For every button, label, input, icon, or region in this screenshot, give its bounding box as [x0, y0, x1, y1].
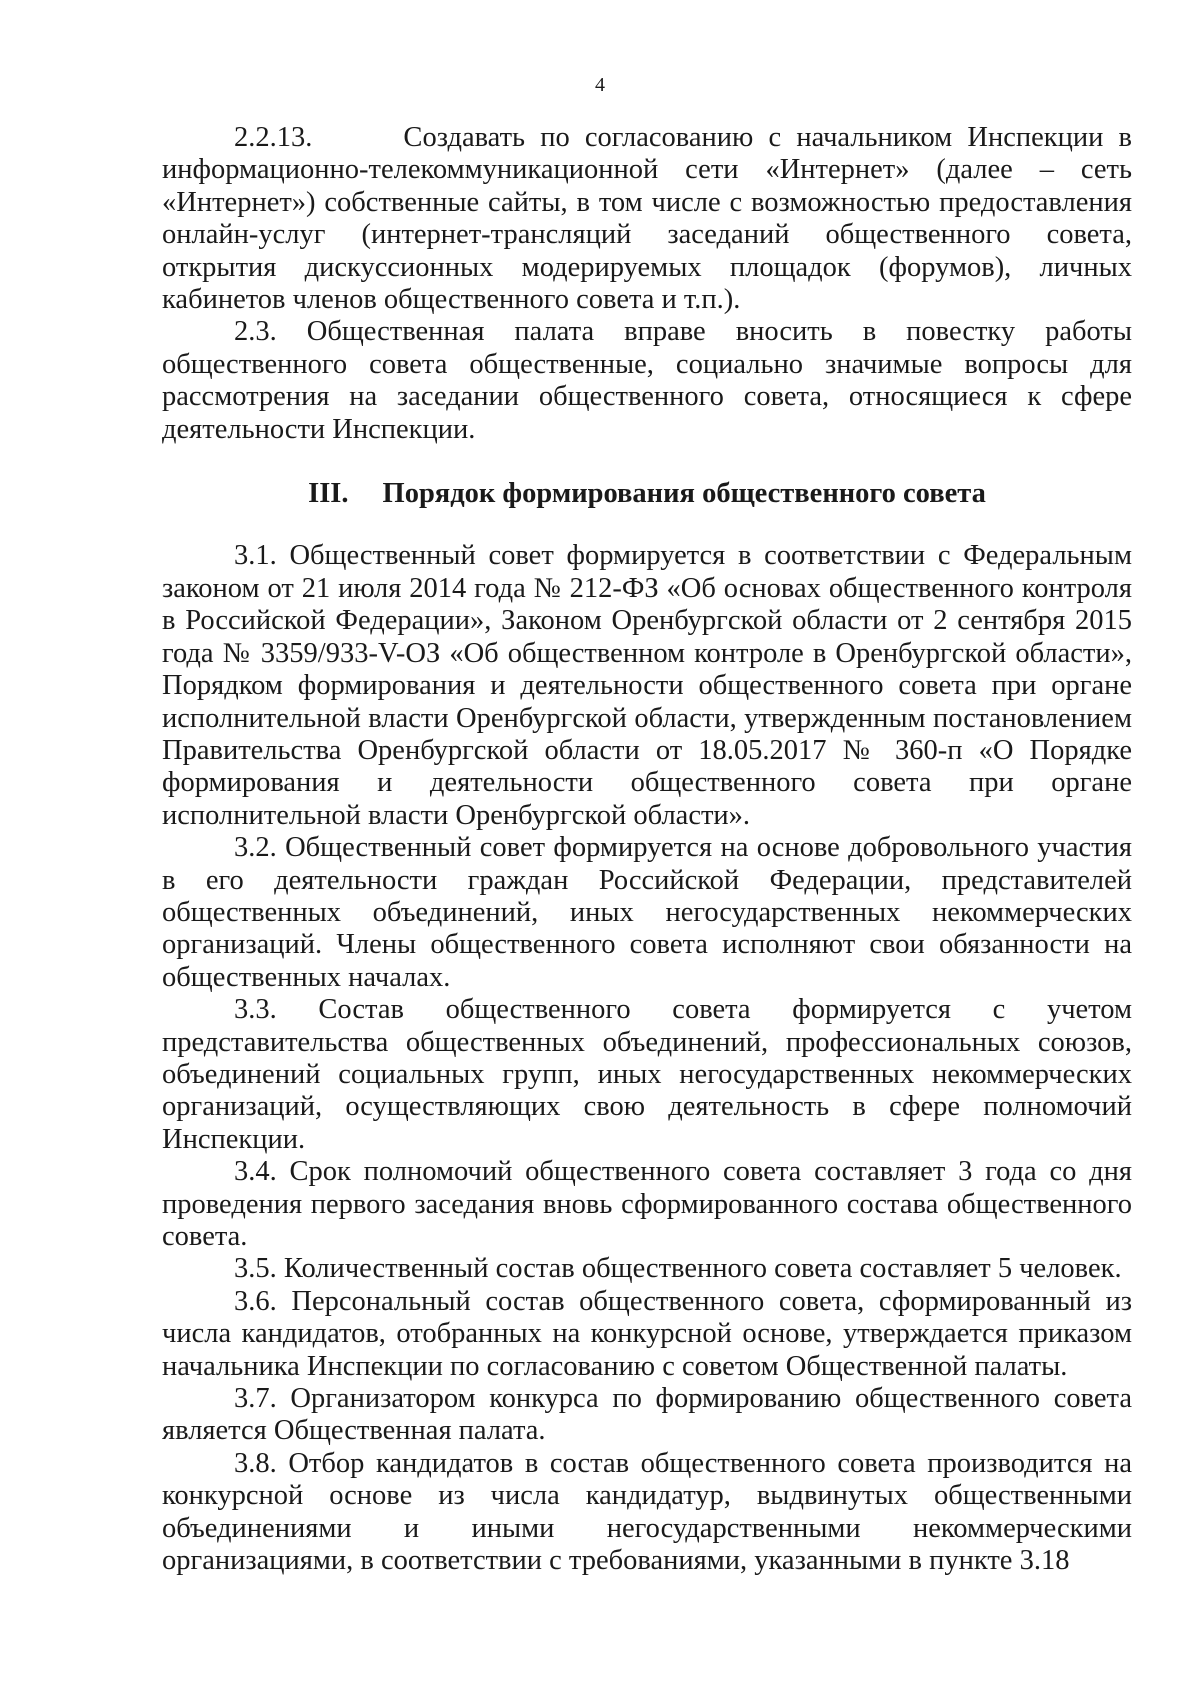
section-heading — [162, 478, 1132, 510]
paragraph-3-2: 3.2. Общественный совет формируется на основе добровольного участия в его деятельности граждан Российской Федерации, представителей общественных объединений, иных негосударственных некоммерческих организаций. Члены общественного совета исполняют свои обязанности на общественных началах. — [162, 832, 1132, 993]
paragraph-3-6: 3.6. Персональный состав общественного совета, сформированный из числа кандидатов, отобранных на конкурсной основе, утверждается приказом начальника Инспекции по согласованию с советом Общественной палаты. — [162, 1285, 1132, 1382]
paragraph-3-3: 3.3. Состав общественного совета формируется с учетом представительства общественных объединений, профессиональных союзов, объединений социальных групп, иных негосударственных некоммерческих организаций, осуществляющих свою деятельность в сфере полномочий Инспекции. — [162, 994, 1132, 1155]
paragraph-3-4: 3.4. Срок полномочий общественного совета составляет 3 года со дня проведения первого заседания вновь сформированного состава общественного совета. — [162, 1156, 1132, 1252]
paragraph-3-5: 3.5. Количественный состав общественного совета составляет 5 человек. — [234, 1253, 1122, 1285]
paragraph-3-1: 3.1. Общественный совет формируется в соответствии с Федеральным законом от 21 июля 2014 года № 212-ФЗ «Об основах общественного контроля в Российской Федерации», Законом Оренбургской области от 2 сентября 2015 года № 3359/933-V-ОЗ «Об общественном контроле в Оренбургской области», Порядком формирования и деятельности общественного совета при органе исполнительной власти Оренбургской области, утвержденным постановлением Правительства Оренбургской области от 18.05.2017 № 360-п «О Порядке формирования и деятельности общественного совета при органе исполнительной власти Оренбургской области». — [162, 540, 1132, 831]
paragraph-3-7: 3.7. Организатором конкурса по формированию общественного совета является Общественная палата. — [162, 1383, 1132, 1447]
document-body — [162, 122, 1132, 1577]
paragraph-2-2-13: 2.2.13. Создавать по согласованию с начальником Инспекции в информационно-телекоммуникационной сети «Интернет» (далее – сеть «Интернет») собственные сайты, в том числе с возможностью предоставления онлайн-услуг (интернет-трансляций заседаний общественного совета, открытия дискуссионных модерируемых площадок (форумов), личных кабинетов членов общественного совета и т.п.). — [162, 122, 1132, 316]
page-number: 4 — [595, 74, 605, 96]
section-title: Порядок формирования общественного совета — [382, 478, 986, 510]
paragraph-3-8: 3.8. Отбор кандидатов в состав общественного совета производится на конкурсной основе из числа кандидатур, выдвинутых общественными объединениями и иными негосударственными некоммерческими организациями, в соответствии с требованиями, указанными в пункте 3.18 — [162, 1447, 1132, 1577]
section-number: III. — [308, 478, 349, 510]
paragraph-2-3: 2.3. Общественная палата вправе вносить в повестку работы общественного совета общественные, социально значимые вопросы для рассмотрения на заседании общественного совета, относящиеся к сфере деятельности Инспекции. — [162, 316, 1132, 445]
